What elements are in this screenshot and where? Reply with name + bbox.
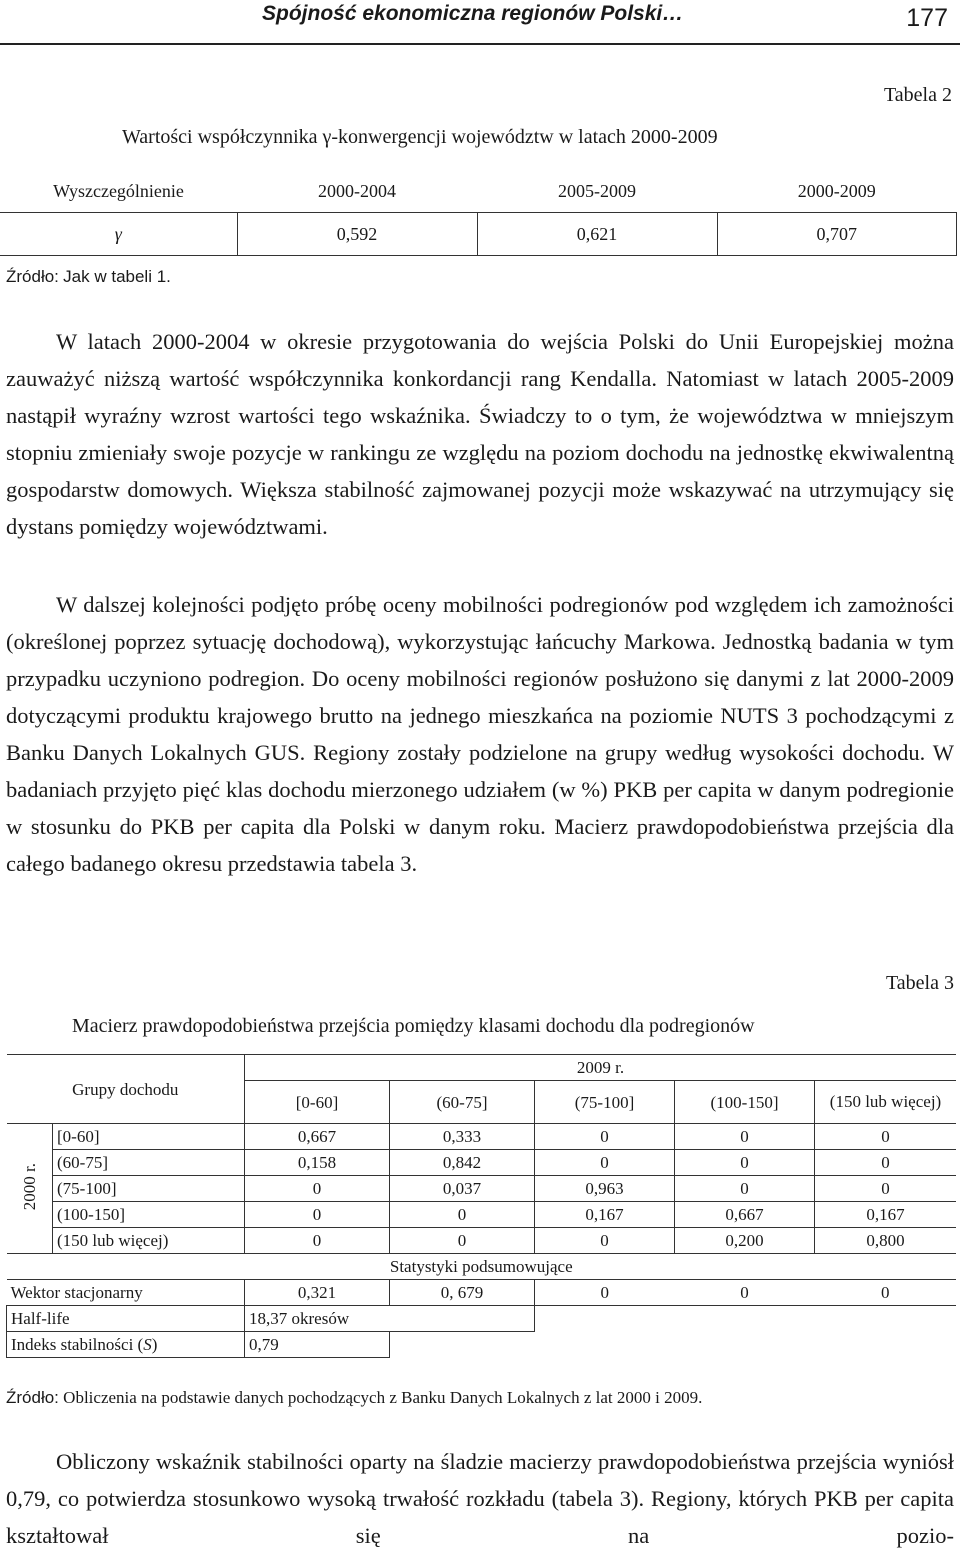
table3-cell: 0 [675,1176,815,1202]
body-paragraph-2 [6,586,954,882]
table2-header-cell: 2000-2004 [237,170,477,213]
table3-row [7,1150,957,1176]
table2-label: Tabela 2 [883,84,952,106]
table2-caption: Wartości współczynnika γ-konwergencji województw w latach 2000-2009 [122,126,718,148]
stationary-row [7,1280,957,1306]
source-text: Jak w tabeli 1. [63,267,171,286]
table3-cell: 0 [245,1176,390,1202]
table3-cell: 0 [815,1124,956,1150]
row-label: (60-75] [53,1150,245,1176]
running-title: Spójność ekonomiczna regionów Polski… [262,2,684,25]
table3 [6,1054,956,1358]
col-header: (60-75] [390,1081,535,1124]
table2-cell: γ [114,223,122,244]
table2-cell: 0,621 [477,213,717,256]
row-label: (100-150] [53,1202,245,1228]
table3-row [7,1202,957,1228]
stationary-value: 0,321 [245,1280,390,1306]
stationary-value: 0 [675,1280,815,1306]
paragraph-text: W latach 2000-2004 w okresie przygotowania do wejścia Polski do Unii Europejskiej można zauważyć niższą wartość współczynnika konkordancji rang Kendalla. Natomiast w latach 2005-2009 nastąpił wyraźny wzrost wartości tego wskaźnika. Świadczy to o tym, że województwa w mniejszym stopniu zmieniały swoje pozycje w rankingu ze względu na poziom dochodu na jednostkę ekwiwalentną gospodarstw domowych. Większa stabilność zajmowanej pozycji może wskazywać na utrzymujący się dystans pomiędzy województwami. [6,329,954,539]
table2-source [6,267,171,287]
table3-cell: 0 [815,1150,956,1176]
table3-cell: 0 [675,1150,815,1176]
year-from-label: 2000 r. [19,1162,39,1211]
table3-cell: 0,963 [535,1176,675,1202]
page-number: 177 [906,4,948,32]
table3-label: Tabela 3 [885,972,954,994]
table2-header-row [0,170,957,213]
row-label: (150 lub więcej) [53,1228,245,1254]
table2-header-cell: 2005-2009 [477,170,717,213]
table3-cell: 0,842 [390,1150,535,1176]
stability-label: Indeks stabilności (S) [7,1332,245,1358]
col-header: (150 lub więcej) [815,1081,956,1124]
table3-row [7,1124,957,1150]
table3-cell: 0 [815,1176,956,1202]
halflife-label: Half-life [7,1306,245,1332]
row-label: (75-100] [53,1176,245,1202]
table3-caption: Macierz prawdopodobieństwa przejścia pomiędzy klasami dochodu dla podregionów [72,1015,755,1037]
col-header: [0-60] [245,1081,390,1124]
halflife-value: 18,37 okresów [245,1306,535,1332]
table2-header-cell: 2000-2009 [717,170,957,213]
col-header: (75-100] [535,1081,675,1124]
table3-cell: 0 [390,1202,535,1228]
table3-row [7,1176,957,1202]
table3-cell: 0 [390,1228,535,1254]
source-prefix: Źródło: [6,1388,59,1407]
year-to-label: 2009 r. [245,1055,956,1081]
table3-cell: 0,158 [245,1150,390,1176]
table3-cell: 0,333 [390,1124,535,1150]
stability-value: 0,79 [245,1332,390,1358]
table2-row [0,213,957,256]
table3-cell: 0 [535,1150,675,1176]
summary-title-row [7,1254,957,1280]
paragraph-text: Obliczony wskaźnik stabilności oparty na śladzie macierzy prawdopodobieństwa przejścia wyniósł 0,79, co potwierdza stosunkowo wysoką trwałość rozkładu (tabela 3). Regiony, których PKB per capita kształtował się na pozio- [6,1449,954,1548]
table3-source [6,1388,702,1408]
summary-title: Statystyki podsumowujące [7,1254,957,1280]
table2 [0,170,957,256]
table3-cell: 0 [675,1124,815,1150]
row-label: [0-60] [53,1124,245,1150]
table3-cell: 0,667 [245,1124,390,1150]
source-prefix: Źródło: [6,267,59,286]
table3-cell: 0,800 [815,1228,956,1254]
table3-cell: 0,167 [535,1202,675,1228]
stationary-value: 0, 679 [390,1280,535,1306]
table3-cell: 0,037 [390,1176,535,1202]
table3-cell: 0,667 [675,1202,815,1228]
paragraph-text: W dalszej kolejności podjęto próbę oceny mobilności podregionów pod względem ich zamożności (określonej poprzez sytuację dochodową), wykorzystując łańcuchy Markowa. Jednostką badania w tym przypadku uczyniono podregion. Do oceny mobilności regionów posłużono się danymi z lat 2000-2009 dotyczącymi produktu krajowego brutto na jednego mieszkańca na poziomie NUTS 3 pochodzącymi z Banku Danych Lokalnych GUS. Regiony zostały podzielone na grupy według wysokości dochodu. W badaniach przyjęto pięć klas dochodu mierzonego udziałem (w %) PKB per capita w danym podregionie w stosunku do PKB per capita dla Polski w danym roku. Macierz prawdopodobieństwa przejścia dla całego badanego okresu przedstawia tabela 3. [6,592,954,876]
table3-cell: 0 [535,1124,675,1150]
table3-header-row-1 [7,1055,957,1081]
stationary-value: 0 [535,1280,675,1306]
stationary-value: 0 [815,1280,956,1306]
halflife-row [7,1306,957,1332]
table3-cell: 0,200 [675,1228,815,1254]
table2-header-cell: Wyszczególnienie [0,170,237,213]
table3-cell: 0 [245,1228,390,1254]
stationary-label: Wektor stacjonarny [7,1280,245,1306]
source-text: Obliczenia na podstawie danych pochodzących z Banku Danych Lokalnych z lat 2000 i 2009. [63,1388,703,1407]
body-paragraph-3 [6,1443,954,1554]
header-rule [0,43,960,45]
corner-label: Grupy dochodu [7,1055,245,1124]
col-header: (100-150] [675,1081,815,1124]
stability-row [7,1332,957,1358]
table3-row [7,1228,957,1254]
table2-cell: 0,707 [717,213,957,256]
table3-cell: 0,167 [815,1202,956,1228]
table2-cell: 0,592 [237,213,477,256]
table3-cell: 0 [535,1228,675,1254]
body-paragraph-1 [6,323,954,545]
table3-cell: 0 [245,1202,390,1228]
year-from-cell [7,1124,53,1254]
